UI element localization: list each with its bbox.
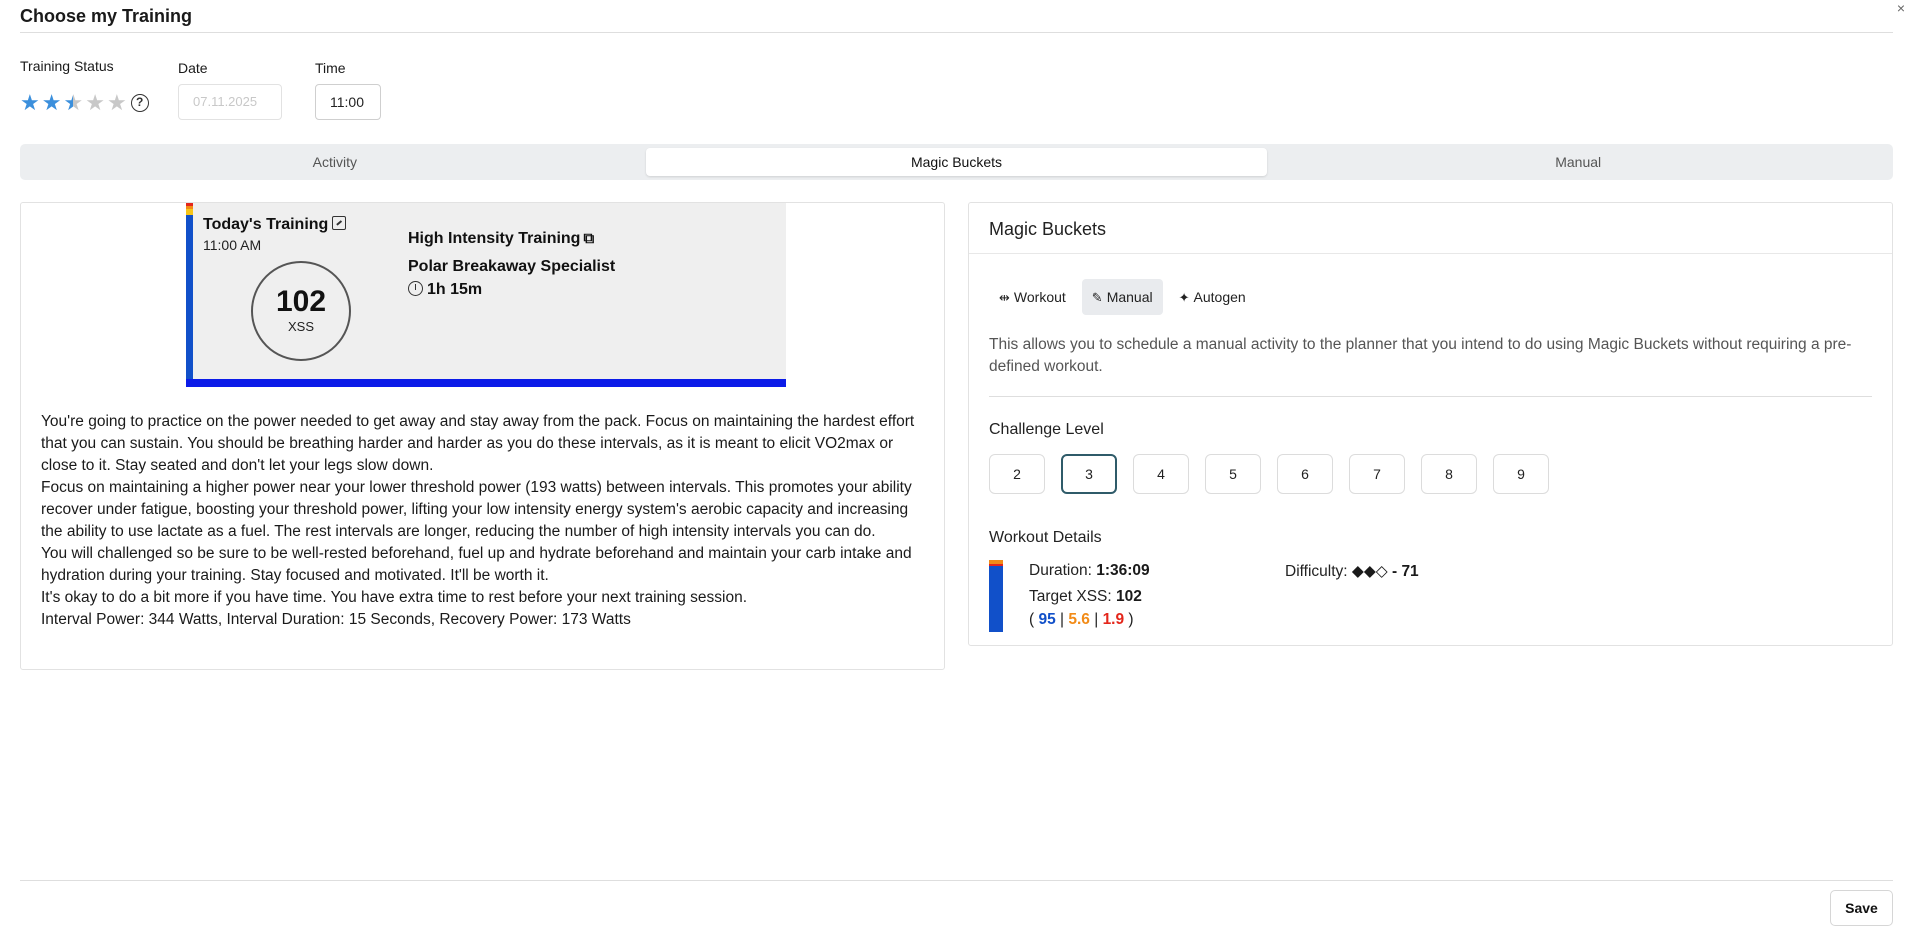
date-label: Date [178,60,208,76]
xss-low-value: 95 [1038,611,1056,628]
mode-manual-button[interactable] [1082,279,1163,315]
difficulty-value: ◆◆◇ - 71 [1351,563,1419,580]
xss-high-value: 5.6 [1068,611,1090,628]
mode-autogen-label: Autogen [1193,289,1246,305]
level-button-5[interactable]: 5 [1205,454,1261,494]
workout-duration-text: 1h 15m [427,281,483,298]
footer-divider [20,880,1893,881]
details-peak-segment [989,564,1003,566]
description-paragraph: Focus on maintaining a higher power near your lower threshold power (193 watts) between intervals. This promotes your ability recover under fatigue, boosting your threshold power, lifting your low intensity energy system's aerobic capacity and increasing the ability to use lactate as a fuel. The rest intervals are longer, reducing the number of high intensity intervals you can do. [41,479,912,540]
workout-name: Polar Breakaway Specialist [408,258,616,275]
description-paragraph: You're going to practice on the power needed to get away and stay away from the pack. Focus on maintaining the hardest effort that you can sustain. You should be breathing harder and harder as you do these intervals, as it is meant to elicit VO2max or close to it. Stay seated and don't let your legs slow down. [41,413,915,474]
calendar-edit-icon[interactable] [332,216,346,230]
star-icon[interactable]: ★ [20,90,40,115]
divider [989,396,1872,397]
xss-label: XSS [287,319,314,334]
dialog-title: Choose my Training [20,6,193,26]
details-duration [1029,562,1150,580]
description-paragraph: It's okay to do a bit more if you have time. You have extra time to rest before your next training session. [41,589,747,606]
tab-activity[interactable]: Activity [312,154,357,170]
tab-magic-buckets[interactable]: Magic Buckets [646,148,1268,176]
time-label: Time [315,60,346,76]
details-intensity-bar [989,560,1003,632]
date-input[interactable]: 07.11.2025 [178,84,282,120]
todays-training-text: Today's Training [203,216,329,233]
training-time: 11:00 AM [203,237,262,253]
mode-manual-label: Manual [1106,289,1153,305]
mode-description: This allows you to schedule a manual activity to the planner that you intend to do using Magic Buckets without requiring a pre-defined workout. [989,336,1852,375]
xss-peak-value: 1.9 [1102,611,1125,628]
star-icon[interactable]: ★ [106,90,127,115]
mode-workout-button[interactable] [989,279,1076,315]
close-icon[interactable]: × [1896,0,1905,16]
level-button-6[interactable]: 6 [1277,454,1333,494]
magic-buckets-panel [968,202,1893,646]
pencil-icon: ✎ [1091,290,1103,305]
time-input[interactable]: 11:00 [315,84,381,120]
time-group [315,60,364,110]
mode-autogen-button[interactable] [1169,279,1256,315]
help-icon[interactable]: ? [131,94,149,112]
dumbbell-icon: ⇹ [999,290,1010,305]
tab-manual[interactable]: Manual [1555,154,1602,170]
star-half-icon[interactable]: ★ [63,90,84,115]
star-icon[interactable]: ★ [85,90,105,115]
level-button-3[interactable]: 3 [1061,454,1117,494]
sparkle-icon: ✦ [1178,290,1190,305]
source-tabs [20,144,1893,180]
workout-type-text: High Intensity Training [408,230,581,247]
level-button-2[interactable]: 2 [989,454,1045,494]
todays-training-card [186,203,786,387]
workout-description [41,411,931,631]
workout-details-label: Workout Details [989,529,1102,546]
dialog-header [20,0,1905,33]
mode-tabs [989,279,1262,315]
clock-icon [408,281,423,296]
level-button-9[interactable]: 9 [1493,454,1549,494]
save-button[interactable]: Save [1830,890,1893,926]
magic-buckets-title: Magic Buckets [989,219,1107,239]
training-preview-panel [20,202,945,670]
card-bottom-bar [186,379,786,387]
description-paragraph: You will challenged so be sure to be well-rested beforehand, fuel up and hydrate beforehand and maintain your carb intake and hydration during your training. Stay focused and motivated. It'll be worth it. [41,545,912,584]
external-link-icon[interactable]: ⧉ [583,230,595,247]
star-icon[interactable]: ★ [41,90,62,115]
todays-training-heading [203,216,346,234]
level-button-7[interactable]: 7 [1349,454,1405,494]
challenge-levels [989,454,1565,494]
workout-duration [408,281,482,299]
rating-stars [20,92,149,114]
xss-circle [251,261,351,361]
divider [969,253,1892,254]
level-button-8[interactable]: 8 [1421,454,1477,494]
details-target-xss [1029,588,1142,606]
target-xss-label: Target XSS: [1029,588,1112,605]
challenge-level-label: Challenge Level [989,421,1104,438]
workout-type [408,230,594,248]
mode-workout-label: Workout [1013,289,1066,305]
level-button-4[interactable]: 4 [1133,454,1189,494]
intensity-mid-segment [186,209,193,215]
duration-value: 1:36:09 [1096,562,1150,579]
details-difficulty [1285,562,1419,581]
training-status-label: Training Status [20,58,114,74]
xss-value: 102 [275,285,327,318]
date-group [178,60,258,109]
target-xss-value: 102 [1116,588,1142,605]
training-status [20,58,144,115]
difficulty-label: Difficulty: [1285,563,1348,580]
description-paragraph: Interval Power: 344 Watts, Interval Duration: 15 Seconds, Recovery Power: 173 Watts [41,611,631,628]
intensity-bar [186,203,193,387]
details-xss-split: ( 95 | 5.6 | 1.9 ) [1029,611,1134,628]
duration-label: Duration: [1029,562,1092,579]
